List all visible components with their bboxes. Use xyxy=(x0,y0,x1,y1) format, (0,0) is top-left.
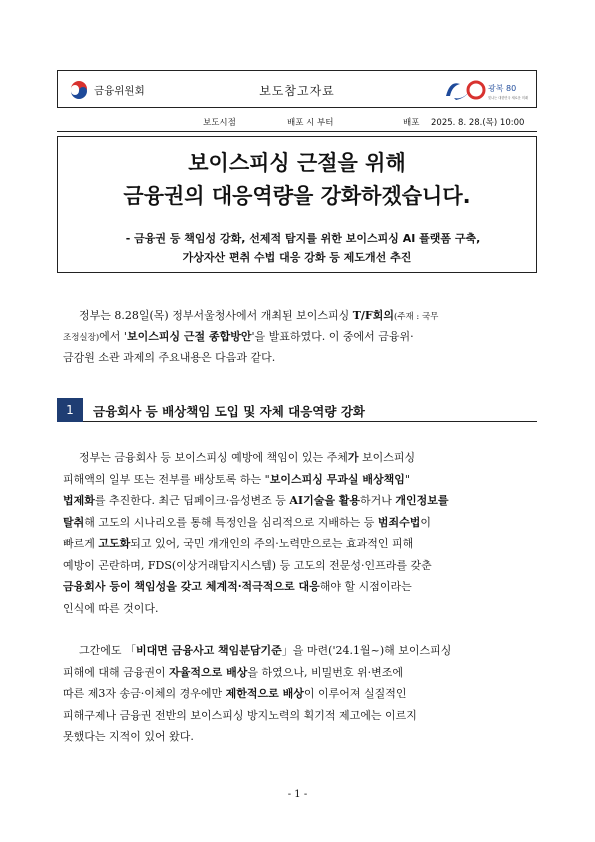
emblem-text: 광복 80 xyxy=(488,84,517,93)
release-label: 보도시점 xyxy=(203,118,236,128)
release-timing: 배포 시 부터 xyxy=(287,118,334,128)
intro-paragraph: 정부는 8.28일(목) 정부서울청사에서 개최된 보이스피싱 T/F회의(주재 : 국무 조정실장)에서 '보이스피싱 근절 종합방안'을 발표하였다. 이 중에서 금융위· 금감원 소관 과제의 주요내용은 다음과 같다. xyxy=(63,309,439,364)
body-paragraph-1: 정부는 금융회사 등 보이스피싱 예방에 책임이 있는 주체가 보이스피싱 피해액의 일부 또는 전부를 배상토록 하는 "보이스피싱 무과실 배상책임" 법제화를 추진한다. 최근 딥페이크·음성변조 등 AI기술을 활용하거나 개인정보를 탈취해 고도의 시나리오를 통해 특정인을 심리적으로 지배하는 등 범죄수법이 빠르게 고도화되고 있어, 국민 개개인의 주의·노력만으로는 효과적인 피해 예방이 곤란하며, FDS(이상거래탐지시스템) 등 고도의 전문성·인프라를 갖춘 금융회사 등이 책임성을 갖고 체계적·적극적으로 대응해야 할 시점이라는 인식에 따른 것이다. xyxy=(63,451,449,615)
release-info-row xyxy=(57,110,537,132)
section-title: 금융회사 등 배상책임 도입 및 자체 대응역량 강화 xyxy=(93,404,365,419)
body-paragraph-2: 그간에도 「비대면 금융사고 책임분담기준」을 마련('24.1월~)해 보이스피싱 피해에 대해 금융권이 자율적으로 배상을 하였으나, 비밀번호 위·변조에 따른 제3자 송금·이체의 경우에만 제한적으로 배상이 이루어져 실질적인 피해구제나 금융권 전반의 보이스피싱 방지노력의 획기적 제고에는 이르지 못했다는 지적이 있어 왔다. xyxy=(63,644,452,743)
guideline-name: 비대면 금융사고 책임분담기준 xyxy=(136,644,282,657)
press-header xyxy=(57,70,537,108)
distribution-label: 배포 xyxy=(403,118,420,128)
section-number-badge: 1 xyxy=(57,398,83,422)
section-heading-1 xyxy=(57,398,537,422)
liberation-80-emblem-icon xyxy=(440,76,528,104)
subheadline-line-1: - 금융권 등 책임성 강화, 선제적 탐지를 위한 보이스피싱 AI 플랫폼 구축, xyxy=(125,232,481,245)
no-fault-liability: 보이스피싱 무과실 배상책임 xyxy=(269,472,405,486)
page-number: - 1 - xyxy=(287,789,308,800)
title-box xyxy=(57,136,537,273)
emblem-subtext: 빛나는 대한민국 새로운 미래 xyxy=(488,96,528,100)
document-type: 보도참고자료 xyxy=(259,84,335,98)
plan-name: 보이스피싱 근절 종합방안 xyxy=(126,330,252,343)
tf-meeting: T/F회의 xyxy=(352,309,394,322)
subheadline-line-2: 가상자산 편취 수법 대응 강화 등 제도개선 추진 xyxy=(182,251,412,264)
org-name: 금융위원회 xyxy=(94,85,145,97)
headline-line-2: 금융권의 대응역량을 강화하겠습니다. xyxy=(123,184,471,208)
headline-line-1: 보이스피싱 근절을 위해 xyxy=(188,151,406,175)
distribution-datetime: 2025. 8. 28.(목) 10:00 xyxy=(431,118,525,128)
